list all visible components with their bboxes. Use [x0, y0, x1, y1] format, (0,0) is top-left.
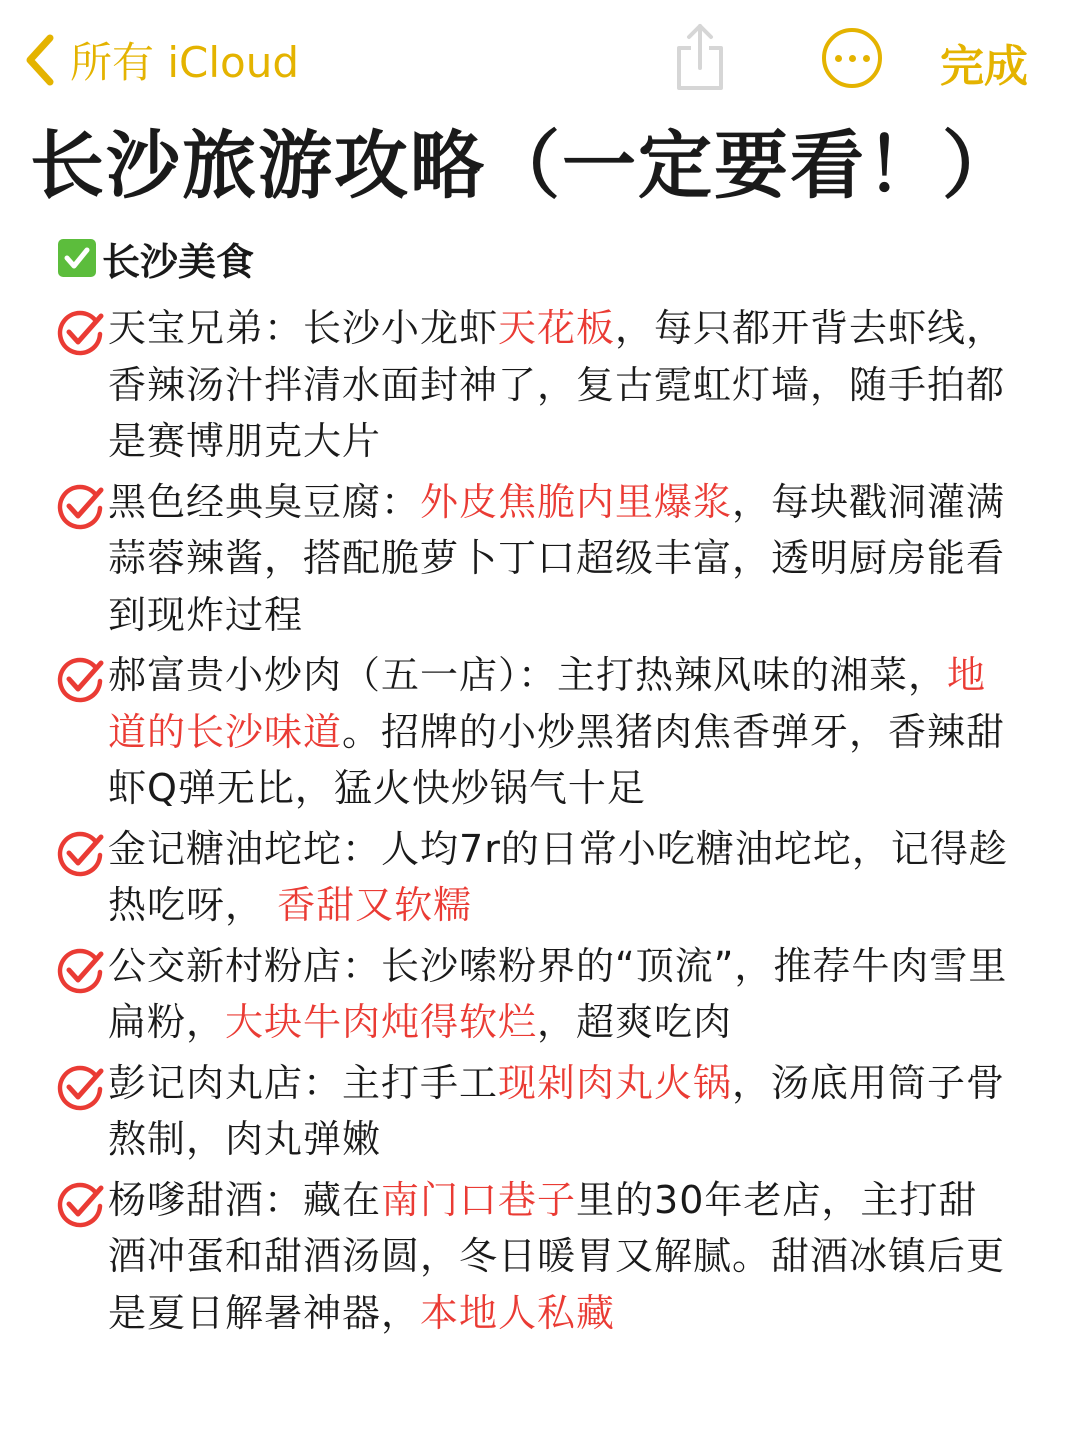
item-highlight: 香甜又软糯	[277, 883, 473, 927]
section-heading-label: 长沙美食	[102, 239, 255, 284]
list-item-text	[108, 647, 1016, 817]
more-button[interactable]	[822, 28, 882, 88]
red-check-icon	[56, 1063, 106, 1113]
back-label: 所有 iCloud	[70, 38, 299, 87]
chevron-left-icon	[22, 32, 56, 88]
list-item-text	[108, 474, 1016, 644]
list-item	[56, 474, 1016, 644]
red-check-icon	[56, 829, 106, 879]
green-checkbox-emoji-icon	[58, 239, 96, 277]
item-description: ，每只都开背去虾线，香辣汤汁拌清水面封神了，复古霓虹灯墙，随手拍都是赛博朋克大片	[108, 306, 1006, 463]
item-name: 黑色经典臭豆腐：	[108, 479, 421, 524]
item-highlight: 本地人私藏	[420, 1290, 616, 1335]
red-check-icon	[56, 482, 106, 532]
red-check-icon	[56, 946, 106, 996]
item-description: 主打手工	[342, 1060, 499, 1105]
more-icon	[835, 55, 870, 62]
share-button[interactable]	[672, 22, 728, 96]
list-item	[56, 1172, 1016, 1342]
item-highlight: 天花板	[498, 306, 616, 350]
list-item	[56, 300, 1016, 470]
item-description: ，超爽吃肉	[537, 1000, 733, 1044]
item-highlight: 地道的长沙味道	[108, 653, 987, 754]
item-name: 公交新村粉店：	[108, 943, 382, 988]
section-heading	[58, 230, 254, 286]
list-item-text	[108, 300, 1016, 470]
red-check-icon	[56, 655, 106, 705]
item-name: 郝富贵小炒肉（五一店）：	[108, 653, 558, 697]
item-name: 杨嗲甜酒：	[108, 1177, 304, 1222]
red-check-icon	[56, 1180, 106, 1230]
back-button[interactable]	[22, 28, 299, 92]
list-item-text	[108, 1055, 1016, 1168]
navigation-bar	[0, 0, 1080, 120]
list-item	[56, 647, 1016, 817]
item-highlight: 现剁肉丸火锅	[498, 1060, 733, 1105]
item-description: 里的30年老店，主打甜酒冲蛋和甜酒汤圆，冬日暖胃又解腻。甜酒冰镇后更是夏日解暑神器，	[108, 1177, 1006, 1335]
item-name: 彭记肉丸店：	[108, 1060, 343, 1105]
list-item-text	[108, 821, 1016, 934]
item-name: 天宝兄弟：	[108, 306, 304, 350]
red-check-icon	[56, 308, 106, 358]
list-item	[56, 821, 1016, 934]
note-title: 长沙旅游攻略（一定要看！）	[30, 123, 1018, 209]
item-description: 长沙小龙虾	[303, 306, 499, 350]
done-button[interactable]: 完成	[940, 30, 1028, 94]
list-item-text	[108, 938, 1016, 1051]
share-icon	[672, 22, 728, 92]
item-highlight: 南门口巷子	[381, 1177, 577, 1222]
item-description: 长沙嗦粉界的“顶流”，推荐牛肉雪里 扁粉，	[108, 943, 1008, 1044]
item-description: 人均7r的日常小吃糖油坨坨，记得趁热吃呀，	[108, 826, 1008, 927]
item-description: 。招牌的小炒黑猪肉焦香弹牙，香辣甜虾Q弹无比，猛火快炒锅气十足	[108, 709, 1006, 810]
list-item	[56, 938, 1016, 1051]
item-description: 主打热辣风味的湘菜，	[557, 653, 948, 697]
item-highlight: 大块牛肉炖得软烂	[225, 1000, 538, 1044]
food-list	[56, 300, 1016, 1345]
item-description: ，每块戳洞灌满蒜蓉辣酱，搭配脆萝卜丁口超级丰富，透明厨房能看到现炸过程	[108, 479, 1006, 637]
item-name: 金记糖油坨坨：	[108, 826, 382, 871]
list-item	[56, 1055, 1016, 1168]
item-highlight: 外皮焦脆内里爆浆	[420, 479, 733, 524]
item-description: 藏在	[303, 1177, 382, 1222]
item-description: ，汤底用筒子骨熬制，肉丸弹嫩	[108, 1060, 1006, 1161]
list-item-text	[108, 1172, 1016, 1342]
